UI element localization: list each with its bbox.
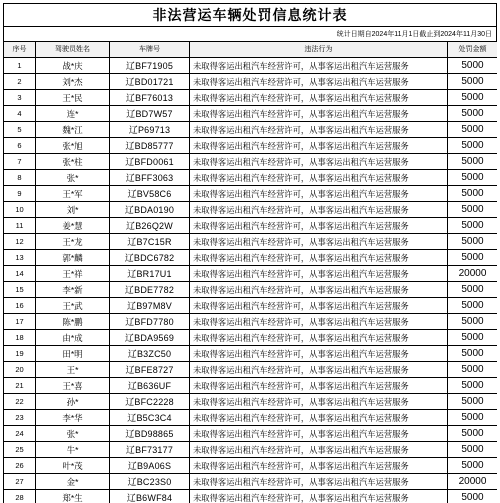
statistics-period: 统计日期自2024年11月1日截止到2024年11月30日: [3, 26, 497, 41]
seq-cell: 10: [4, 202, 36, 218]
seq-cell: 19: [4, 346, 36, 362]
table-row: [4, 314, 498, 330]
violation-cell: 未取得客运出租汽车经营许可，从事客运出租汽车运营服务: [190, 202, 448, 218]
plate-number-cell: 辽BDE7782: [110, 282, 190, 298]
seq-cell: 1: [4, 58, 36, 74]
table-row: [4, 90, 498, 106]
table-row: [4, 234, 498, 250]
penalty-amount-cell: 20000: [448, 266, 498, 282]
driver-name-cell: 由*成: [36, 330, 110, 346]
violation-cell: 未取得客运出租汽车经营许可，从事客运出租汽车运营服务: [190, 138, 448, 154]
plate-number-cell: 辽B3ZC50: [110, 346, 190, 362]
seq-cell: 8: [4, 170, 36, 186]
penalty-amount-cell: 5000: [448, 74, 498, 90]
seq-cell: 15: [4, 282, 36, 298]
table-row: [4, 154, 498, 170]
penalty-amount-cell: 5000: [448, 394, 498, 410]
violation-cell: 未取得客运出租汽车经营许可，从事客运出租汽车运营服务: [190, 234, 448, 250]
seq-cell: 25: [4, 442, 36, 458]
penalty-amount-cell: 5000: [448, 346, 498, 362]
table-header-row: [4, 42, 498, 58]
table-row: [4, 138, 498, 154]
table-row: [4, 442, 498, 458]
penalty-amount-cell: 5000: [448, 410, 498, 426]
plate-number-cell: 辽BF76013: [110, 90, 190, 106]
violation-cell: 未取得客运出租汽车经营许可，从事客运出租汽车运营服务: [190, 378, 448, 394]
penalty-amount-cell: 5000: [448, 122, 498, 138]
driver-name-cell: 张*: [36, 170, 110, 186]
plate-number-cell: 辽BDC6782: [110, 250, 190, 266]
violation-cell: 未取得客运出租汽车经营许可，从事客运出租汽车运营服务: [190, 330, 448, 346]
seq-cell: 27: [4, 474, 36, 490]
penalty-amount-cell: 5000: [448, 250, 498, 266]
driver-name-cell: 叶*茂: [36, 458, 110, 474]
driver-name-cell: 张*柱: [36, 154, 110, 170]
table-row: [4, 346, 498, 362]
violation-cell: 未取得客运出租汽车经营许可，从事客运出租汽车运营服务: [190, 122, 448, 138]
driver-name-cell: 王*祥: [36, 266, 110, 282]
table-row: [4, 426, 498, 442]
plate-number-cell: 辽BV58C6: [110, 186, 190, 202]
driver-name-cell: 田*明: [36, 346, 110, 362]
driver-name-cell: 孙*: [36, 394, 110, 410]
seq-cell: 24: [4, 426, 36, 442]
driver-name-cell: 李*新: [36, 282, 110, 298]
penalty-amount-cell: 5000: [448, 490, 498, 503]
driver-name-cell: 郑*生: [36, 490, 110, 503]
seq-cell: 2: [4, 74, 36, 90]
table-row: [4, 218, 498, 234]
violation-cell: 未取得客运出租汽车经营许可，从事客运出租汽车运营服务: [190, 410, 448, 426]
seq-cell: 14: [4, 266, 36, 282]
penalty-amount-cell: 5000: [448, 330, 498, 346]
driver-name-cell: 姜*慧: [36, 218, 110, 234]
table-row: [4, 394, 498, 410]
plate-number-cell: 辽BFE8727: [110, 362, 190, 378]
seq-cell: 7: [4, 154, 36, 170]
violation-cell: 未取得客运出租汽车经营许可，从事客运出租汽车运营服务: [190, 74, 448, 90]
seq-cell: 16: [4, 298, 36, 314]
violation-cell: 未取得客运出租汽车经营许可，从事客运出租汽车运营服务: [190, 346, 448, 362]
penalty-amount-cell: 5000: [448, 106, 498, 122]
violation-cell: 未取得客运出租汽车经营许可，从事客运出租汽车运营服务: [190, 458, 448, 474]
table-row: [4, 490, 498, 503]
header-seq: 序号: [4, 42, 36, 58]
table-row: [4, 250, 498, 266]
seq-cell: 13: [4, 250, 36, 266]
penalty-amount-cell: 5000: [448, 170, 498, 186]
penalty-amount-cell: 5000: [448, 314, 498, 330]
penalty-amount-cell: 5000: [448, 90, 498, 106]
table-body: [4, 58, 498, 503]
driver-name-cell: 陈*鹏: [36, 314, 110, 330]
driver-name-cell: 金*: [36, 474, 110, 490]
penalty-amount-cell: 5000: [448, 378, 498, 394]
seq-cell: 26: [4, 458, 36, 474]
header-violation: 违法行为: [190, 42, 448, 58]
violation-cell: 未取得客运出租汽车经营许可，从事客运出租汽车运营服务: [190, 394, 448, 410]
plate-number-cell: 辽P69713: [110, 122, 190, 138]
table-row: [4, 122, 498, 138]
table-row: [4, 298, 498, 314]
violation-cell: 未取得客运出租汽车经营许可，从事客运出租汽车运营服务: [190, 282, 448, 298]
table-row: [4, 170, 498, 186]
penalty-amount-cell: 5000: [448, 202, 498, 218]
driver-name-cell: 刘*: [36, 202, 110, 218]
plate-number-cell: 辽BFF3063: [110, 170, 190, 186]
penalty-amount-cell: 5000: [448, 362, 498, 378]
seq-cell: 23: [4, 410, 36, 426]
violation-cell: 未取得客运出租汽车经营许可，从事客运出租汽车运营服务: [190, 90, 448, 106]
penalty-amount-cell: 5000: [448, 138, 498, 154]
penalty-amount-cell: 5000: [448, 154, 498, 170]
seq-cell: 4: [4, 106, 36, 122]
header-amount: 处罚金额: [448, 42, 498, 58]
plate-number-cell: 辽BDA0190: [110, 202, 190, 218]
driver-name-cell: 魏*江: [36, 122, 110, 138]
violation-cell: 未取得客运出租汽车经营许可，从事客运出租汽车运营服务: [190, 442, 448, 458]
penalty-table: [3, 41, 497, 503]
table-row: [4, 282, 498, 298]
driver-name-cell: 张*: [36, 426, 110, 442]
seq-cell: 17: [4, 314, 36, 330]
seq-cell: 11: [4, 218, 36, 234]
driver-name-cell: 王*军: [36, 186, 110, 202]
penalty-amount-cell: 5000: [448, 298, 498, 314]
penalty-amount-cell: 5000: [448, 234, 498, 250]
driver-name-cell: 战*庆: [36, 58, 110, 74]
plate-number-cell: 辽B9A06S: [110, 458, 190, 474]
table-row: [4, 378, 498, 394]
plate-number-cell: 辽B26Q2W: [110, 218, 190, 234]
driver-name-cell: 王*武: [36, 298, 110, 314]
plate-number-cell: 辽BF73177: [110, 442, 190, 458]
plate-number-cell: 辽BFD7780: [110, 314, 190, 330]
driver-name-cell: 王*喜: [36, 378, 110, 394]
table-row: [4, 58, 498, 74]
plate-number-cell: 辽BF71905: [110, 58, 190, 74]
driver-name-cell: 连*: [36, 106, 110, 122]
plate-number-cell: 辽BD01721: [110, 74, 190, 90]
penalty-amount-cell: 5000: [448, 218, 498, 234]
driver-name-cell: 王*: [36, 362, 110, 378]
seq-cell: 5: [4, 122, 36, 138]
violation-cell: 未取得客运出租汽车经营许可，从事客运出租汽车运营服务: [190, 298, 448, 314]
violation-cell: 未取得客运出租汽车经营许可，从事客运出租汽车运营服务: [190, 218, 448, 234]
violation-cell: 未取得客运出租汽车经营许可，从事客运出租汽车运营服务: [190, 474, 448, 490]
penalty-amount-cell: 5000: [448, 58, 498, 74]
violation-cell: 未取得客运出租汽车经营许可，从事客运出租汽车运营服务: [190, 314, 448, 330]
plate-number-cell: 辽BFD0061: [110, 154, 190, 170]
table-row: [4, 266, 498, 282]
seq-cell: 20: [4, 362, 36, 378]
violation-cell: 未取得客运出租汽车经营许可，从事客运出租汽车运营服务: [190, 58, 448, 74]
penalty-statistics-sheet: [3, 3, 497, 503]
table-row: [4, 186, 498, 202]
seq-cell: 21: [4, 378, 36, 394]
plate-number-cell: 辽BDA9569: [110, 330, 190, 346]
penalty-amount-cell: 5000: [448, 282, 498, 298]
driver-name-cell: 王*龙: [36, 234, 110, 250]
plate-number-cell: 辽B7C15R: [110, 234, 190, 250]
violation-cell: 未取得客运出租汽车经营许可，从事客运出租汽车运营服务: [190, 186, 448, 202]
plate-number-cell: 辽BD7W57: [110, 106, 190, 122]
driver-name-cell: 王*民: [36, 90, 110, 106]
penalty-amount-cell: 5000: [448, 426, 498, 442]
violation-cell: 未取得客运出租汽车经营许可，从事客运出租汽车运营服务: [190, 362, 448, 378]
plate-number-cell: 辽BR17U1: [110, 266, 190, 282]
driver-name-cell: 郭*麟: [36, 250, 110, 266]
table-row: [4, 106, 498, 122]
plate-number-cell: 辽BD98865: [110, 426, 190, 442]
seq-cell: 18: [4, 330, 36, 346]
document-title: 非法营运车辆处罚信息统计表: [3, 3, 497, 26]
violation-cell: 未取得客运出租汽车经营许可，从事客运出租汽车运营服务: [190, 170, 448, 186]
plate-number-cell: 辽BFC2228: [110, 394, 190, 410]
penalty-amount-cell: 5000: [448, 458, 498, 474]
driver-name-cell: 张*旭: [36, 138, 110, 154]
table-row: [4, 362, 498, 378]
plate-number-cell: 辽B636UF: [110, 378, 190, 394]
plate-number-cell: 辽B5C3C4: [110, 410, 190, 426]
seq-cell: 22: [4, 394, 36, 410]
seq-cell: 3: [4, 90, 36, 106]
table-row: [4, 410, 498, 426]
plate-number-cell: 辽B6WF84: [110, 490, 190, 503]
table-row: [4, 474, 498, 490]
penalty-amount-cell: 5000: [448, 442, 498, 458]
header-plate: 车牌号: [110, 42, 190, 58]
table-row: [4, 458, 498, 474]
violation-cell: 未取得客运出租汽车经营许可，从事客运出租汽车运营服务: [190, 250, 448, 266]
driver-name-cell: 刘*杰: [36, 74, 110, 90]
table-row: [4, 202, 498, 218]
seq-cell: 9: [4, 186, 36, 202]
seq-cell: 12: [4, 234, 36, 250]
seq-cell: 6: [4, 138, 36, 154]
violation-cell: 未取得客运出租汽车经营许可，从事客运出租汽车运营服务: [190, 106, 448, 122]
driver-name-cell: 李*华: [36, 410, 110, 426]
seq-cell: 28: [4, 490, 36, 503]
violation-cell: 未取得客运出租汽车经营许可，从事客运出租汽车运营服务: [190, 426, 448, 442]
violation-cell: 未取得客运出租汽车经营许可，从事客运出租汽车运营服务: [190, 490, 448, 503]
plate-number-cell: 辽BC23S0: [110, 474, 190, 490]
violation-cell: 未取得客运出租汽车经营许可，从事客运出租汽车运营服务: [190, 154, 448, 170]
header-driver: 驾驶员姓名: [36, 42, 110, 58]
plate-number-cell: 辽BD85777: [110, 138, 190, 154]
penalty-amount-cell: 20000: [448, 474, 498, 490]
plate-number-cell: 辽B97M8V: [110, 298, 190, 314]
driver-name-cell: 牛*: [36, 442, 110, 458]
table-row: [4, 330, 498, 346]
table-row: [4, 74, 498, 90]
violation-cell: 未取得客运出租汽车经营许可，从事客运出租汽车运营服务: [190, 266, 448, 282]
penalty-amount-cell: 5000: [448, 186, 498, 202]
